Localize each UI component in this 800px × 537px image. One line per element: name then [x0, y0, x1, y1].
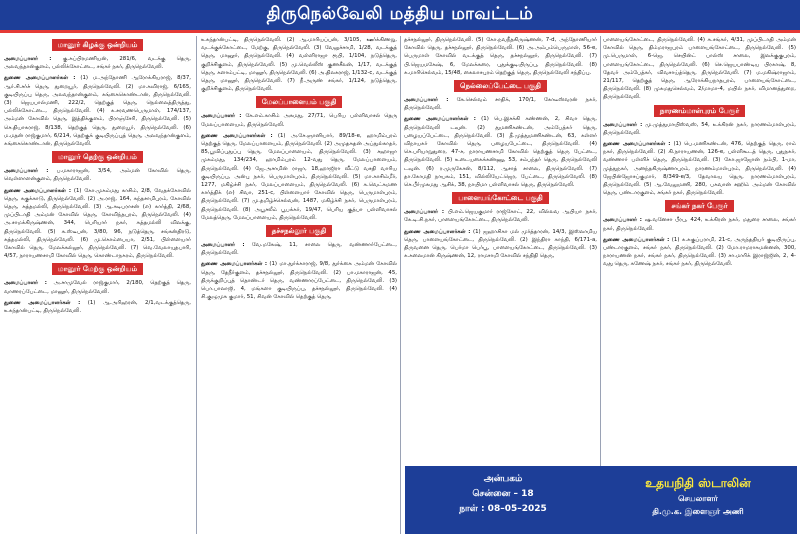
member-paragraph [201, 112, 397, 128]
column-1 [4, 36, 191, 534]
column-divider [400, 36, 401, 534]
member-details: தச்சநல்லூர், திருநெல்வேலி. (5) கோ.நவநீதகிருஷ்ணன், 7-d, அந்தோணியார் கோவில் தெரு, தச்சநல்லூர், திருநெல்வேலி. (6) அ.அம்பம்பெருமாள், 56-e, பெருமாள் கோவில் வடக்குத் தெரு, தச்சநல்லூர், திருநெல்வேலி. (7) பி.ஜெயமகேஷ், 6, மேலக்கரை, புதுக்குடியிருப்பு, திருநெல்வேலி. (8) க.மாரிசெல்வம், 15/48, கைலாசபுரம் தெற்குத் தெரு, திருநெல்வேலி சந்திப்பு. [404, 37, 597, 76]
member-details: ஷ.வனேசா பீரபு, 424, உக்கிரன் நகர், மதுரை சாலை, சங்கர் நகர், திருநெல்வேலி. [603, 217, 796, 232]
issue-date: நாள் : 08–05–2025 [459, 504, 547, 514]
issuer-block [413, 472, 593, 517]
column-3 [404, 36, 597, 534]
section-heading: மானூர் கிழக்கு ஒன்றியம் [52, 39, 144, 51]
role-label: அமைப்பாளர் : [4, 280, 47, 287]
member-details: (1) ம.அந்தோணி ஆரோக்கியராஜ், 8/37, ஆர்.சி.சர்ச் தெரு, துறையூர், திருநெல்வேலி. (2) மா.கவிராஜ், 6/165, குடியிருப்பு தெரு, அலவந்தான்குளம், கங்கைகொண்டான், திருநெல்வேலி. (3) ஜெயபால்மணி, 222/2, தெற்குத் தெரு, நெல்லைத்திருத்து, பல்லிக்கோட்டை, திருநெல்வேலி. (4) க.சரவணபெருமாள், 174/137, அம்மன் கோவில் தெரு, இத்திக்குளம், பிராஞ்சேரி, திருநெல்வேலி. (5) செ.தியாகராஜ், 8/138, தெற்குத் தெரு, துறையூர், திருநெல்வேலி. (6) ம.மதன் ராஜ்குமார், 6/214, தெற்குக் குடியிருப்புத் தெரு, அலவந்தான்குளம், கங்கைகொண்டான், திருநெல்வேலி. [4, 75, 191, 148]
role-label: துணை அமைப்பாளர்கள் : [603, 236, 670, 243]
page-header [0, 0, 800, 30]
member-details: வே.மகேஷ், 11, சாலை தெரு, வண்ணார்பேட்டை, திருநெல்வேலி. [201, 242, 397, 257]
member-details: (1) அ.சே.ஞானியார், 89/18-e, ஹாமிம்புரம் தெற்குத் தெரு, மேலப்பாளையம், திருநெல்வேலி. (2) அமுதசுதன் அப்துல்காதர், 85,பூவிப்புதுப்பு தெரு, மேலப்பாளையம், திருநெல்வேலி. (3) சஹாஜா முகம்மது, 134/234, ஹாமிம்புரம் 12-வது தெரு, மேலப்பாளையம், திருநெல்வேலி. (4) ஜே.அசாமின் ராஜா, 18,ஹாஜிரா வீட்டு வசதி வாரிய குடியிருப்பு, அன்பு நகர், பெருமாள்புரம், திருநெல்வேலி. (5) மா.காசிம்மீர், 1277, மகிழ்ச்சி நகர், மேலப்பாளையம், திருநெல்வேலி. (6) க.வெட்கமண கார்த்திக் (எ) சிவா, 251-c, பிள்ளையார் கோவில் தெரு, பெருமாள்புரம், திருநெல்வேலி. (7) மு.தமிழ்ச்செல்வன், 1487, மகிழ்ச்சி நகர், பெருமாள்புரம், திருநெல்வேலி. (8) அபூசலீம் பூபக்கர், 19/47, பெரிய குத்பா பள்ளிவாசல் மேலத்தெரு, மேலப்பாளையம், திருநெல்வேலி. [201, 132, 397, 221]
member-paragraph [201, 132, 397, 222]
member-details: (1) க.சுகுப்பராமி, 21-c, அருந்ததியர் குடியிருப்பு, பண்டாரகுளம், சங்கர் நகர், திருநெல்வேலி. (2) மோ.ராமராகமன்னன், 300, நாராயணன் நகர், சங்கர் நகர், திருநெல்வேலி. (3) சா.மாரிக் இராஜ்ஜின், 2, 4-வது தெரு, கணேஷ் நகர், சங்கர் நகர், திருநெல்வேலி. [603, 236, 796, 268]
role-label: அமைப்பாளர் : [4, 56, 52, 62]
role-label: அமைப்பாளர் : [201, 113, 242, 120]
member-details: உகந்தான்பட்டி, திருநெல்வேலி. (2) ஆ.மாரியப்பன், 3/105, ஊர்க்கிணறு, வடக்குக்கோட்டை, மேற்கு, திருநெல்வேலி. (3) வேலுச்சாமி, 1/28, வடக்குத் தெரு, மானூர், திருநெல்வேலி. (4) வள்ளிராஜா ரூபி, 1/104, நடுத்தெரு, குறிச்சிகுளம், திருநெல்வேலி. (5) மு.வெல்லீஸ் குணசீலன், 1/17, வடக்குத் தெரு, களாம்பட்டி, மானூர், திருநெல்வேலி. (6) அ.திலகராஜ், 1/132-c, வடக்குத் தெரு, மானூர், திருநெல்வேலி. (7) நீ.அருண் சங்கர், 1/124, நடுத்தெரு, குறிச்சிகுளம், திருநெல்வேலி. [201, 37, 397, 93]
signatory-role: செயலாளர் [678, 494, 718, 503]
member-details: அ.சாமுவேல் ராஜ்குமார், 2/180, தெற்குத் தெரு, வாணரப்பேட்டை, மானூர், திருநெல்வேலி. [4, 280, 191, 295]
member-paragraph [4, 55, 191, 71]
member-paragraph [4, 279, 191, 295]
section-heading: தச்சநல்லூர் பகுதி [266, 225, 332, 237]
role-label: துணை அமைப்பாளர்கள் : [201, 132, 273, 139]
member-details: (1) ஜஹாசிகா மல் முர்த்தாரன், 14/3, இஸ்லாமிய தெரு, பாளையங்கோட்டை, திருநெல்வேலி. (2) இந்திரா காந்தி, 6/171-a, திருவனை தெரு, பெர்மா பெர்பூ, பாளையங்கோட்டை, திருநெல்வேலி. (3) க.சுலைமான் கிருஷ்ணன், 12, ராமசாமி கோவில் சந்திதி தெரு, [404, 228, 597, 260]
member-paragraph [404, 208, 597, 224]
role-label: அமைப்பாளர் : [404, 209, 445, 216]
section-heading: நாரணம்மாள்புரம் பேரூர் [654, 105, 745, 117]
column-2 [201, 36, 397, 534]
signatory-org: தி.மு.க. இளைஞர் அணி [652, 507, 744, 516]
section-heading: மேலப்பாளையம் பகுதி [256, 96, 343, 108]
member-paragraph [603, 121, 796, 137]
column-divider [196, 36, 197, 534]
role-label: துணை அமைப்பாளர்கள் : [404, 228, 471, 235]
member-paragraph [603, 216, 796, 232]
issuer-address: சென்னை – 18 [472, 489, 534, 499]
role-label: துணை அமைப்பாளர்கள் : [4, 75, 76, 82]
role-label: அமைப்பாளர் : [603, 217, 642, 224]
member-details: மு.முத்துமாயிஸ்வஸ், 54, உக்கிரன் நகர், நாரணம்மாள்புரம், திருநெல்வேலி. [603, 121, 796, 136]
member-details: கே.செல்வம் சாதிக், 170/1, கோடீஸ்வரன் நகர், திருநெல்வேலி. [404, 97, 597, 112]
section-heading: சங்கர் நகர் பேரூர் [665, 200, 733, 212]
member-paragraph [201, 36, 397, 93]
role-label: அமைப்பாளர் : [603, 121, 643, 128]
role-label: துணை அமைப்பாளர்கள் : [4, 187, 72, 194]
member-details: (1) கோ.முகம்மது காசிம், 2/8, வேதக்கோவில் தெரு, சுகுக்காடு, திருநெல்வேலி. (2) அ.ராஜ், 164, கந்தசாமிபுரம், கோவில் தெரு, சுத்தமல்லி, திருநெல்வேலி. (3) ஆ.சுடிபராசன் (எ) கார்த்தி, 2/68, முப்பிடாதி அம்மன் கோவில் தெரு, கோவிந்தபுரம், திருநெல்வேலி. (4) அ.சாமக்கிருஷ்ணன், 344, பெரியார் நகர், சுத்தமல்லி விலக்கு, திருநெல்வேலி. (5) க.ஸ்டீபன், 3/80, 96, நடுத்தெரு, சங்கன்திரடு, சுத்தமல்லி, திருநெல்வேலி. (6) மு.கொம்பையா, 2/51, பிள்ளையார் கோவில் தெரு, மேலக்கல்லூர், திருநெல்வேலி. (7) வெ.வேலாயுதபாரி, 4/57, நாராயணசாமி கோவில் தெரு, கொண்டாநகரம், திருநெல்வேலி. [4, 187, 191, 260]
member-details: கே.எம்.காசிம் அகமது, 27/71, பெரிய பள்ளிவாசல் தெரு மேலப்பாளையம், திருநெல்வேலி. [201, 113, 397, 128]
issuer-greeting: அன்பகம் [483, 474, 523, 484]
member-details: (1) பெ.மணிகண்டன், 476, தெற்குத் தெரு, ராம் நகர், திருநெல்வேலி. (2) கி.நாராயணன், 126-e, பள்ளிகூடத் தெரு, புதுநகர், வண்ணார் பள்ளிச் தெரு, திருநெல்வேலி. (3) கோ.ஜாஜோன் நம்பி, 1-மா, முத்துநகர், அனந்தகிருஷ்ணாபுரம், நாரணம்மாள்புரம், திருநெல்வேலி. (4) ஜேபின்ஜோசப்குமார், 8/349-e/3, தேவாலய தெரு, நாரணம்மாள்புரம், திருநெல்வேலி. (5) ஆ.வேலுமணி, 280, பகவான் சஹிம் அம்மன் கோவில் தெரு, பண்டாரகுளம், சங்கர் நகர், திருநெல்வேலி. [603, 141, 796, 197]
role-label: அமைப்பாளர் : [201, 242, 245, 249]
member-paragraph [603, 140, 796, 197]
member-paragraph [404, 115, 597, 189]
member-details: ப.மகாராஜன், 3/54, அம்மன் கோவில் தெரு, வெள்ளாளன்குளம், திருநெல்வேலி. [4, 168, 191, 183]
member-paragraph [404, 36, 597, 77]
signatory-name: உதயநிதி ஸ்டாலின் [645, 476, 751, 490]
role-label: துணை அமைப்பாளர்கள் : [4, 299, 81, 306]
member-details: கு.சுப்பிரமணியன், 281/6, வடக்கு தெரு, அலவந்தான்குளம், பல்லிக்கோட்டை, சங்கர் நகர், திருநெல்வேலி. [4, 56, 191, 71]
member-details: (1) மா.துர்க்காராஜ், 9/8, துர்க்கை அம்மன் கோவில் தெரு, தேநீர்குளம், தச்சநல்லூர், திருநெல்வேலி. (2) பா.மகாராஜன், 45, திருக்குறிப்புத் தொண்டர் தெரு, வண்ணாரப்பேட்டை, திருநெல்வேலி. (3) பொ.பாலாஜி, 4, மங்களா குடியிருப்பு, தச்சநல்லூர், திருநெல்வேலி. (4) சி.குழுமுக குமார், 51, சிவன் கோவில் தெற்குத் தெரு, [201, 261, 397, 301]
member-details: பாளையங்கோட்டை, திருநெல்வேலி. (4) சு.சங்கர், 4/31, முப்பிடாதி அம்மன் கோவில் தெரு, திம்மராஜபுரம் பாளையங்கோட்டை, திருநெல்வேலி. (5) மு.பெருமாள், 6-ஜெ, செயின்ட் பால்ஸ் சாலை, இலக்குகுபுரம், பாளையங்கோட்டை, திருநெல்வேலி. (6) செ.ஜெயபாண்டிய பிரகாஷ், 8, தேவர் அம்பேத்கர், விவசாய்த்தெரு, திருநெல்வேலி. (7) ம.மகிஷ்ராஜாம், 21/117, தெற்குத் தெரு, ஆரோக்கியநாதபுரம், பாளையங்கோட்டை, திருநெல்வேலி. (8) முகமதுசெல்வம், 2/மாமா-4, மயில் நகர், விமானத்துறை, திருநெல்வேலி. [603, 37, 796, 101]
section-heading: மானூர் மேற்கு ஒன்றியம் [52, 263, 143, 275]
member-details: (1) பெ.இசக்கி கண்ணன், 2, சிவா தெரு, திருநெல்வேலி டவுன். (2) துமணிகண்டன், அம்பேத்கர் தெரு, பழையப்பேட்டை, திருநெல்வேலி. (3) தீ.முத்துமணிகண்டன், 63, கள்ளர் விநாயகர் கோவில் தெரு, பழையபேட்டை, திருநெல்வேலி. (4) செ.பரியாறுதுரை, 47-ச, நாராயணசாமி கோவில் தெற்குத் தெரு பேட்டை, திருநெல்வேலி. (5) உடையகைக்கண்ணு, 53, சம்பந்தர் தெரு, திருநெல்வேலி டவுன். (6) ர.முருகேசன், 8/112, ஆசாத் சாலை, திருநெல்வேலி. (7) தா.கோமதி நாயகம், 151, வில்லியேட்ஜெர, பேட்டை, திருநெல்வேலி. (8) செ.பீர்முகமது ஆசிக், 38, நாயிமா பள்ளிவாசல் தெரு, திருநெல்வேலி. [404, 116, 597, 189]
member-details: (1) ஆ.அரிஹரன், 2/1,வடக்குத்தெரு, உகந்தான்பட்டி, திருநெல்வேலி. [4, 299, 191, 315]
role-label: துணை அமைப்பாளர்கள் : [603, 141, 671, 148]
member-paragraph [4, 299, 191, 315]
member-paragraph [603, 36, 796, 102]
section-heading: மானூர் தெற்கு ஒன்றியம் [52, 151, 143, 163]
member-paragraph [201, 260, 397, 301]
role-label: துணை அமைப்பாளர்கள் : [201, 261, 268, 268]
member-paragraph [4, 187, 191, 261]
header-divider [0, 30, 800, 33]
member-paragraph [404, 96, 597, 112]
signature-box [405, 466, 797, 534]
page-title: திருநெல்வேலி மத்திய மாவட்டம் [266, 4, 534, 24]
role-label: அமைப்பாளர் : [404, 97, 449, 104]
member-paragraph [201, 241, 397, 257]
role-label: அமைப்பாளர் : [4, 168, 49, 175]
member-paragraph [4, 167, 191, 183]
member-paragraph [603, 236, 796, 269]
signatory-block [605, 474, 791, 518]
role-label: துணை அமைப்பாளர்கள் : [404, 116, 476, 123]
column-4 [603, 36, 796, 534]
member-details: பி.எம்.ஜெயகுமார் ராஜ்கோட், 22, வில்லவ ஆபியா நகர், கே.டி.சி.நகர், பாளையங்கோட்டை, திருநெல்வேலி. [404, 209, 597, 224]
section-heading: நெல்லைப்பேட்டை பகுதி [454, 80, 547, 92]
section-heading: பாளையங்கோட்டை பகுதி [452, 192, 548, 204]
column-divider [600, 36, 601, 534]
member-paragraph [4, 74, 191, 148]
member-paragraph [404, 228, 597, 261]
